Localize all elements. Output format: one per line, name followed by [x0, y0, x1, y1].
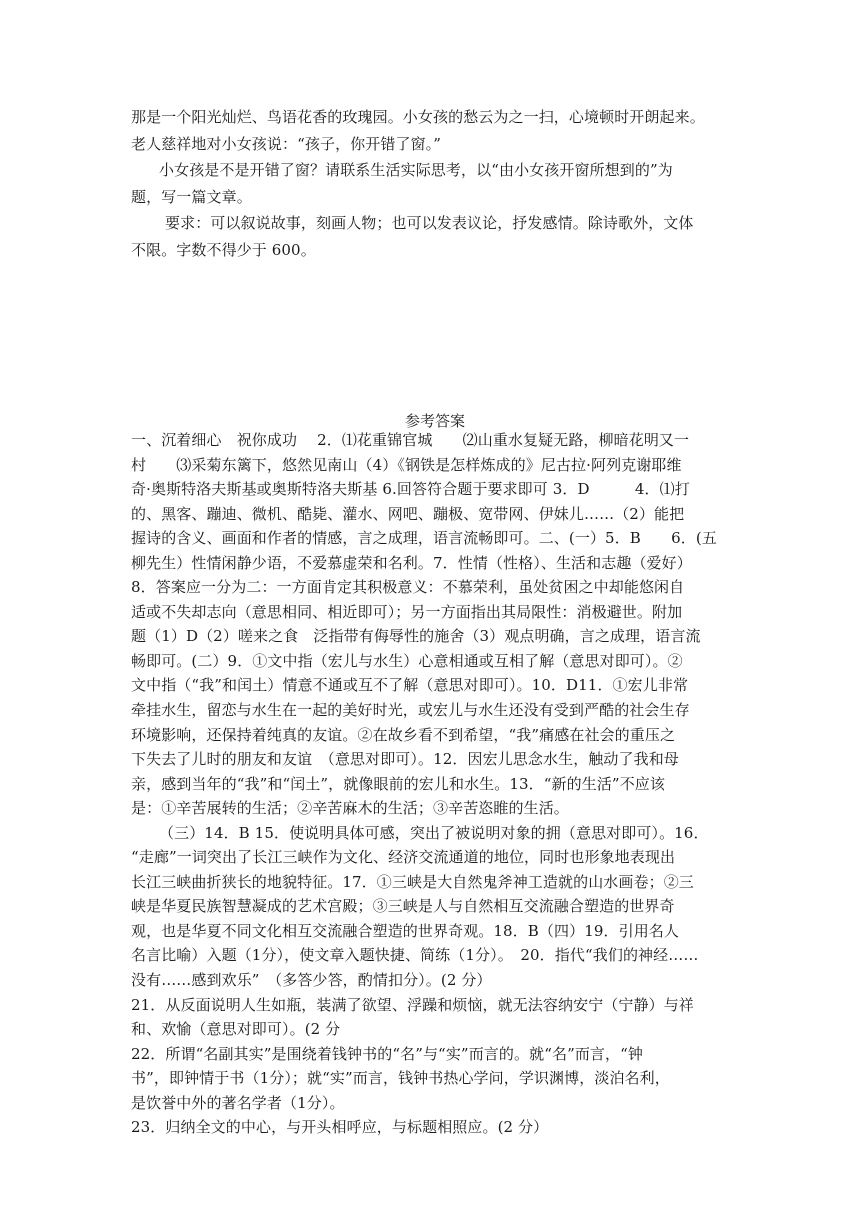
answer-line: 环境影响，还保持着纯真的友谊。②在故乡看不到希望，“我”痛感在社会的重压之: [131, 725, 676, 744]
answer-line: 是：①辛苦展转的生活；②辛苦麻木的生活；③辛苦恣睢的生活。: [131, 799, 569, 818]
answer-line: 观，也是华夏不同文化相互交流融合塑造的世界奇观。18．B（四）19．引用名人: [131, 921, 679, 940]
essay-line: 题，写一篇文章。: [131, 187, 252, 206]
answer-line: 22．所谓“名副其实”是围绕着钱钟书的“名”与“实”而言的。就“名”而言，“钟: [131, 1044, 644, 1063]
answer-line: 下失去了儿时的朋友和友谊 （意思对即可）。12．因宏儿思念水生，触动了我和母: [131, 750, 679, 769]
answer-line: （三）14．B 15．使说明具体可感，突出了被说明对象的拥（意思对即可）。16．: [159, 823, 709, 842]
answer-line: 柳先生）性情闲静少语，不爱慕虚荣和名利。7．性情（性格）、生活和志趣（爱好）: [131, 553, 692, 572]
answer-line: 奇·奥斯特洛夫斯基或奥斯特洛夫斯基 6.回答符合题于要求即可 3．D 4．⑴打: [131, 480, 690, 499]
answer-line: 长江三峡曲折狭长的地貌特征。17．①三峡是大自然鬼斧神工造就的山水画卷；②三: [131, 872, 694, 891]
answer-line: 书”，即钟情于书（1分）；就“实”而言，钱钟书热心学问，学识渊博，淡泊名利，: [131, 1069, 670, 1088]
answer-line: 名言比喻）入题（1分），使文章入题快捷、简练（1分）。 20．指代“我们的神经……: [131, 946, 699, 965]
answer-line: 是饮誉中外的著名学者（1分）。: [131, 1093, 345, 1112]
essay-line: 不限。字数不得少于 600。: [131, 240, 316, 259]
answer-line: 没有……感到欢乐” （多答少答，酌情扣分）。(2 分）: [131, 971, 492, 990]
answer-line: 牵挂水生，留恋与水生在一起的美好时光，或宏儿与水生还没有受到严酷的社会生存: [131, 701, 690, 720]
essay-prompt: [131, 104, 739, 263]
answer-line: 握诗的含义、画面和作者的情感，言之成理，语言流畅即可。二、(一）5．B 6．(五: [131, 529, 717, 548]
answer-line: 23．归纳全文的中心，与开头相呼应，与标题相照应。(2 分）: [131, 1118, 549, 1137]
answer-line: 8．答案应一分为二：一方面肯定其积极意义：不慕荣利，虽处贫困之中却能悠闲自: [131, 578, 685, 597]
essay-line: 那是一个阳光灿烂、鸟语花香的玫瑰园。小女孩的愁云为之一扫，心境顿时开朗起来。: [131, 108, 705, 126]
answer-line: 文中指（“我”和闰土）情意不通或互不了解（意思对即可）。10．D11．①宏儿非常: [131, 676, 689, 695]
answer-line: 适或不失却志向（意思相同、相近即可）；另一方面指出其局限性：消极避世。附加: [131, 602, 683, 621]
essay-line: 要求：可以叙说故事，刻画人物；也可以发表议论，抒发感情。除诗歌外，文体: [165, 214, 694, 232]
answer-line: 和、欢愉（意思对即可）。(2 分: [131, 1020, 341, 1039]
answer-line: 一、沉着细心 祝你成功 2．⑴花重锦官城 ⑵山重水复疑无路，柳暗花明又一: [131, 431, 690, 449]
answers-title: 参考答案: [404, 412, 465, 430]
answer-line: “走廊”一词突出了长江三峡作为文化、经济交流通道的地位，同时也形象地表现出: [131, 848, 676, 867]
answer-line: 21．从反面说明人生如瓶，装满了欲望、浮躁和烦恼，就无法容纳安宁（宁静）与祥: [131, 995, 694, 1014]
answer-key: [131, 428, 751, 1140]
answer-line: 村 ⑶采菊东篱下，悠然见南山（4）《钢铁是怎样炼成的》尼古拉·阿列克谢耶维: [131, 455, 682, 474]
answer-line: 亲，感到当年的“我”和“闰土”，就像眼前的宏儿和水生。13．“新的生活”不应该: [131, 774, 666, 793]
answer-line: 的、黑客、蹦迪、微机、酷毙、灌水、网吧、蹦极、宽带网、伊妹儿……（2）能把: [131, 504, 685, 523]
answer-line: 畅即可。(二）9．①文中指（宏儿与水生）心意相通或互相了解（意思对即可）。②: [131, 651, 683, 670]
essay-line: 小女孩是不是开错了窗？请联系生活实际思考，以“由小女孩开窗所想到的”为: [159, 161, 673, 179]
essay-line: 老人慈祥地对小女孩说：“孩子，你开错了窗。”: [131, 134, 442, 153]
answer-line: 题（1）D（2）嗟来之食 泛指带有侮辱性的施舍（3）观点明确，言之成理，语言流: [131, 627, 701, 646]
answer-line: 峡是华夏民族智慧凝成的艺术宫殿；③三峡是人与自然相互交流融合塑造的世界奇: [131, 897, 675, 916]
